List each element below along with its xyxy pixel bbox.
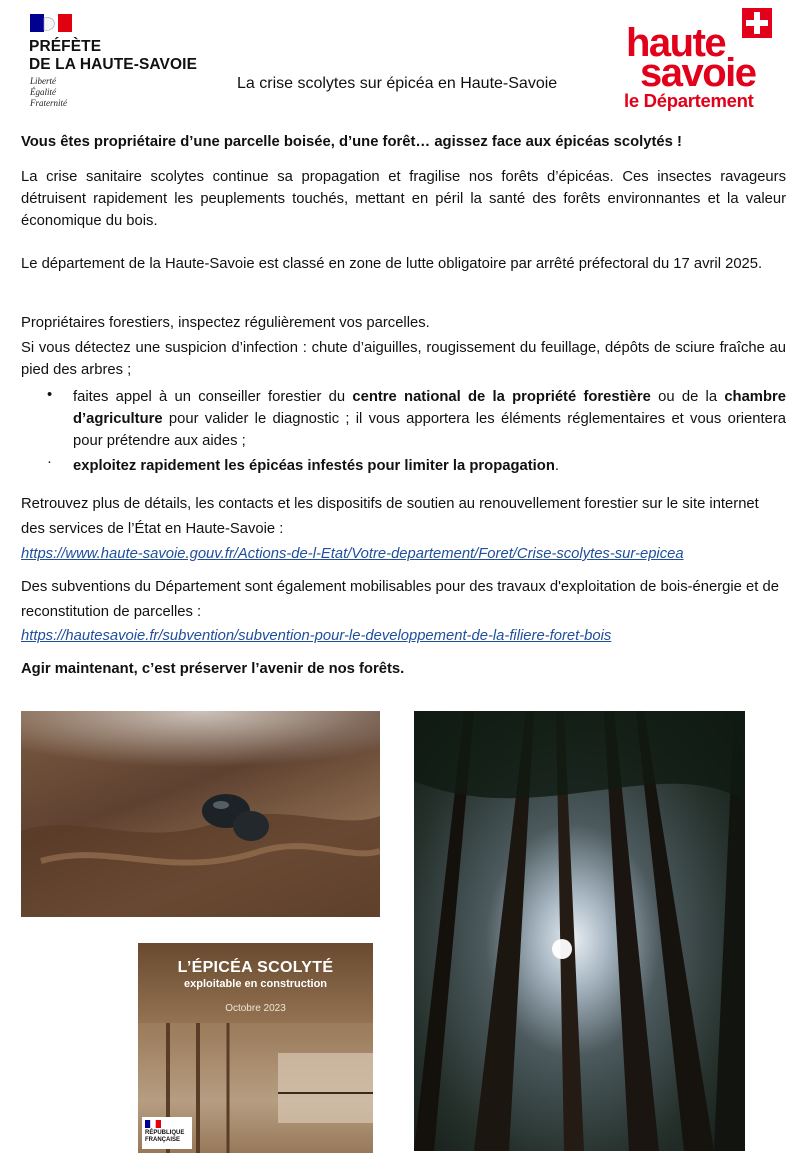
bullet-advisor-text-3: pour valider le diagnostic ; il vous apportera les éléments réglementaires et vous orientera pour prétendre aux aides ; — [73, 411, 786, 449]
report-cover-subtitle: exploitable en construction — [183, 978, 328, 990]
bullet-marker: • — [47, 387, 53, 403]
link-department-subsidy[interactable]: https://hautesavoie.fr/subvention/subvention-pour-le-developpement-de-la-filiere-foret-bois — [21, 628, 612, 644]
republic-motto — [30, 76, 67, 109]
republique-francaise-badge — [142, 1117, 192, 1149]
motto-fraternite: Fraternité — [30, 98, 67, 108]
document-title: La crise scolytes sur épicéa en Haute-Savoie — [237, 75, 558, 92]
paragraph-details: Retrouvez plus de détails, les contacts et les dispositifs de soutien au renouvellement forestier sur le site internet des services de l’État en Haute-Savoie : — [21, 496, 759, 537]
bullet-exploit — [73, 455, 786, 477]
bullet-advisor-text-2: ou de la — [650, 389, 725, 405]
bark-beetle-photo — [21, 711, 380, 917]
french-flag-icon — [145, 1120, 161, 1128]
marianne-flag-icon — [30, 14, 72, 32]
bullet-advisor-chamber: chambre d’agriculture — [73, 389, 786, 427]
paragraph-inspect: Propriétaires forestiers, inspectez régulièrement vos parcelles. — [21, 315, 430, 331]
closing-statement: Agir maintenant, c’est préserver l’avenir de nos forêts. — [21, 661, 405, 677]
savoie-cross-icon — [742, 8, 772, 38]
link-state-services[interactable]: https://www.haute-savoie.gouv.fr/Actions-de-l-Etat/Votre-departement/Foret/Crise-scolytes-sur-epicea — [21, 546, 684, 562]
paragraph-suspicion: Si vous détectez une suspicion d’infection : chute d’aiguilles, rougissement du feuillage, dépôts de sciure fraîche au pied des arbres ; — [21, 340, 786, 378]
bullet-advisor-cnpf: centre national de la propriété forestière — [352, 389, 651, 405]
bullet-exploit-period: . — [554, 458, 559, 474]
department-logo-le-departement: le Département — [624, 90, 754, 111]
department-logo-haute: haute — [626, 21, 726, 65]
badge-line2: FRANÇAISE — [145, 1136, 181, 1143]
prefecture-name — [29, 38, 197, 74]
forest-canopy-illustration — [414, 711, 745, 1151]
prefecture-name-line2: DE LA HAUTE-SAVOIE — [29, 56, 198, 73]
bullet-exploit-text: exploitez rapidement les épicéas infestés pour limiter la propagation — [73, 458, 555, 474]
paragraph-subsidies: Des subventions du Département sont également mobilisables pour des travaux d'exploitation de bois-énergie et de reconstitution de parcelles : — [21, 579, 779, 620]
paragraph-crisis: La crise sanitaire scolytes continue sa propagation et fragilise nos forêts d’épicéas. Ces insectes ravageurs détruisent rapidement les peuplements touchés, mettant en péril la santé des forêts environnantes et la valeur économique du bois. — [21, 169, 786, 229]
motto-liberte: Liberté — [30, 76, 56, 86]
badge-line1: RÉPUBLIQUE — [145, 1130, 185, 1136]
paragraph-zone: Le département de la Haute-Savoie est classé en zone de lutte obligatoire par arrêté préfectoral du 17 avril 2025. — [21, 256, 763, 272]
prefecture-name-line1: PRÉFÈTE — [29, 38, 102, 55]
department-logo-savoie: savoie — [640, 51, 756, 95]
bullet-marker: · — [47, 454, 52, 470]
report-cover-title: L’ÉPICÉA SCOLYTÉ — [177, 959, 334, 976]
headline: Vous êtes propriétaire d’une parcelle boisée, d’une forêt… agissez face aux épicéas scolytés ! — [21, 134, 682, 150]
bark-beetle-illustration — [21, 711, 380, 917]
report-cover-date: Octobre 2023 — [225, 1003, 286, 1014]
bullet-advisor — [73, 386, 786, 452]
motto-egalite: Égalité — [30, 87, 56, 97]
republique-francaise-text — [145, 1130, 184, 1143]
department-logo — [620, 8, 780, 112]
report-cover-image — [138, 943, 373, 1153]
bullet-advisor-text-1: faites appel à un conseiller forestier du — [73, 389, 353, 405]
spruce-forest-photo — [414, 711, 745, 1151]
